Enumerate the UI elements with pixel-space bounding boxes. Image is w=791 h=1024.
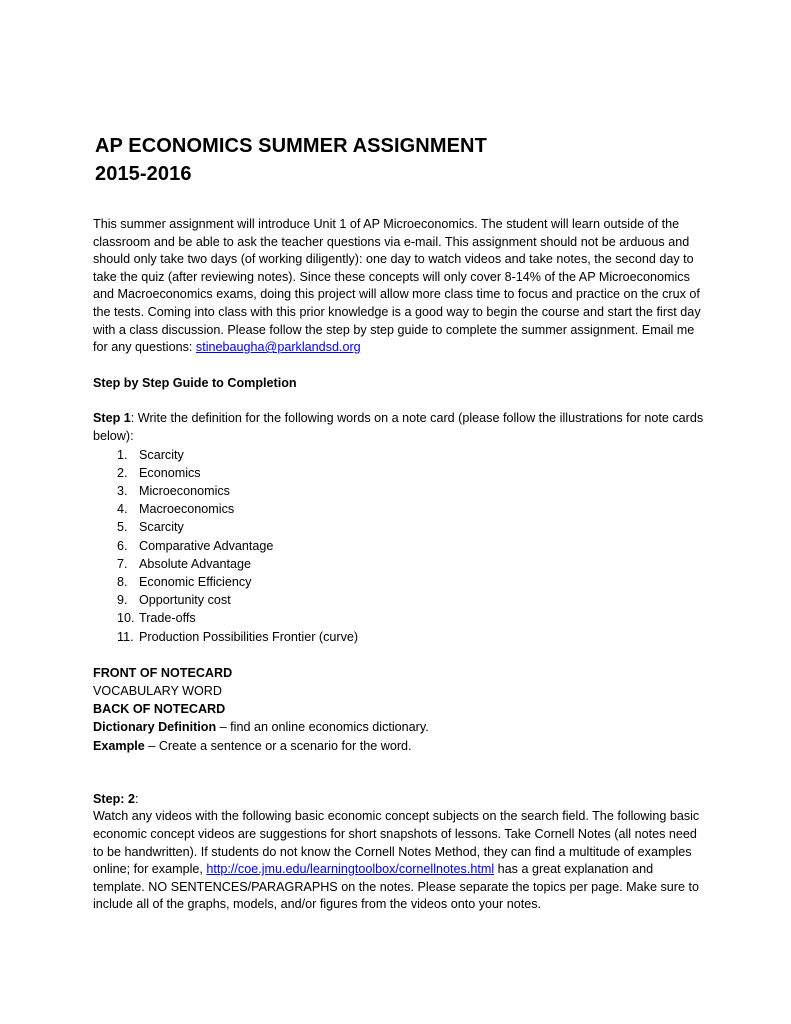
- vocabulary-item: [93, 537, 705, 555]
- intro-text: This summer assignment will introduce Unit 1 of AP Microeconomics. The student will learn outside of the classroom and be able to ask the teacher questions via e-mail. This assignment should not be arduous and should only take two days (of working diligently): one day to watch videos and take notes, the second day to take the quiz (after reviewing notes). Since these concepts will only cover 8-14% of the AP Microeconomics and Macroeconomics exams, doing this project will allow more class time to focus and practice on the crux of the tests. Coming into class with this prior knowledge is a good way to begin the course and start the first day with a class discussion. Please follow the step by step guide to complete the summer assignment. Email me for any questions:: [93, 217, 701, 355]
- vocabulary-item-number: 8.: [117, 574, 128, 589]
- vocabulary-item: [93, 573, 705, 591]
- vocabulary-item-number: 2.: [117, 465, 128, 480]
- example-text: – Create a sentence or a scenario for the word.: [144, 738, 412, 753]
- title-line-1: AP ECONOMICS SUMMER ASSIGNMENT: [95, 135, 487, 157]
- vocabulary-item-number: 1.: [117, 447, 128, 462]
- definition-label: Dictionary Definition: [93, 720, 217, 735]
- vocabulary-item: [93, 446, 705, 464]
- definition-line: [93, 718, 705, 736]
- title-line-2: 2015-2016: [95, 163, 192, 185]
- step2-heading: [93, 791, 705, 809]
- vocabulary-item-text: Macroeconomics: [139, 502, 235, 517]
- vocabulary-item-number: 11.: [117, 629, 134, 644]
- step1-paragraph: [93, 410, 705, 445]
- step2-text-after-link: has a great explanation and template. NO SENTENCES/PARAGRAPHS on the notes. Please separate the topics per page. Make sure to include all of the graphs, models, and/or figures from the videos onto your notes.: [93, 862, 699, 912]
- page-title: [95, 132, 487, 188]
- vocabulary-item: [93, 518, 705, 536]
- vocabulary-item-number: 10.: [117, 611, 135, 626]
- example-label: Example: [93, 738, 145, 753]
- example-line: [93, 737, 705, 755]
- vocabulary-item-number: 3.: [117, 483, 128, 498]
- vocabulary-item: [93, 628, 705, 646]
- document-body: [93, 216, 705, 914]
- vocabulary-item-text: Economic Efficiency: [139, 574, 252, 589]
- front-notecard-heading: FRONT OF NOTECARD: [93, 665, 233, 680]
- vocabulary-item: [93, 555, 705, 573]
- vocabulary-list: [93, 446, 705, 646]
- vocabulary-item-text: Opportunity cost: [139, 593, 231, 608]
- step2-text-before-link: Watch any videos with the following basic economic concept subjects on the search field. The following basic economic concept videos are suggestions for short snapshots of lessons. Take Cornell Notes (all notes need to be handwritten). If students do not know the Cornell Notes Method, they can find a multitude of examples online; for example,: [93, 809, 700, 877]
- vocabulary-item-number: 6.: [117, 538, 128, 553]
- guide-heading: Step by Step Guide to Completion: [93, 375, 297, 390]
- vocabulary-item: [93, 464, 705, 482]
- step2-label-suffix: :: [135, 791, 139, 806]
- notecard-instructions: [93, 664, 705, 755]
- vocabulary-item-text: Production Possibilities Frontier (curve): [139, 629, 359, 644]
- vocabulary-item: [93, 591, 705, 609]
- vocabulary-item: [93, 482, 705, 500]
- vocabulary-item-text: Trade-offs: [139, 611, 196, 626]
- step2-label: Step: 2: [93, 791, 135, 806]
- vocabulary-item-text: Comparative Advantage: [139, 538, 274, 553]
- vocabulary-item-number: 5.: [117, 520, 128, 535]
- front-notecard-text: VOCABULARY WORD: [93, 683, 222, 698]
- back-notecard-heading: BACK OF NOTECARD: [93, 702, 226, 717]
- vocabulary-item-text: Economics: [139, 465, 201, 480]
- email-link[interactable]: stinebaugha@parklandsd.org: [195, 340, 361, 355]
- vocabulary-item-text: Absolute Advantage: [139, 556, 252, 571]
- vocabulary-item: [93, 609, 705, 627]
- vocabulary-item-text: Scarcity: [139, 520, 184, 535]
- step2-paragraph: [93, 808, 705, 914]
- vocabulary-item-number: 7.: [117, 556, 128, 571]
- intro-paragraph: [93, 216, 705, 357]
- vocabulary-item-number: 4.: [117, 502, 128, 517]
- vocabulary-item: [93, 500, 705, 518]
- vocabulary-item-text: Scarcity: [139, 447, 184, 462]
- step1-text: : Write the definition for the following words on a note card (please follow the illustrations for note cards below):: [93, 411, 704, 443]
- step1-label: Step 1: [93, 411, 131, 426]
- definition-text: – find an online economics dictionary.: [216, 720, 429, 735]
- vocabulary-item-number: 9.: [117, 593, 128, 608]
- cornell-notes-link[interactable]: http://coe.jmu.edu/learningtoolbox/cornellnotes.html: [206, 862, 495, 877]
- vocabulary-item-text: Microeconomics: [139, 483, 230, 498]
